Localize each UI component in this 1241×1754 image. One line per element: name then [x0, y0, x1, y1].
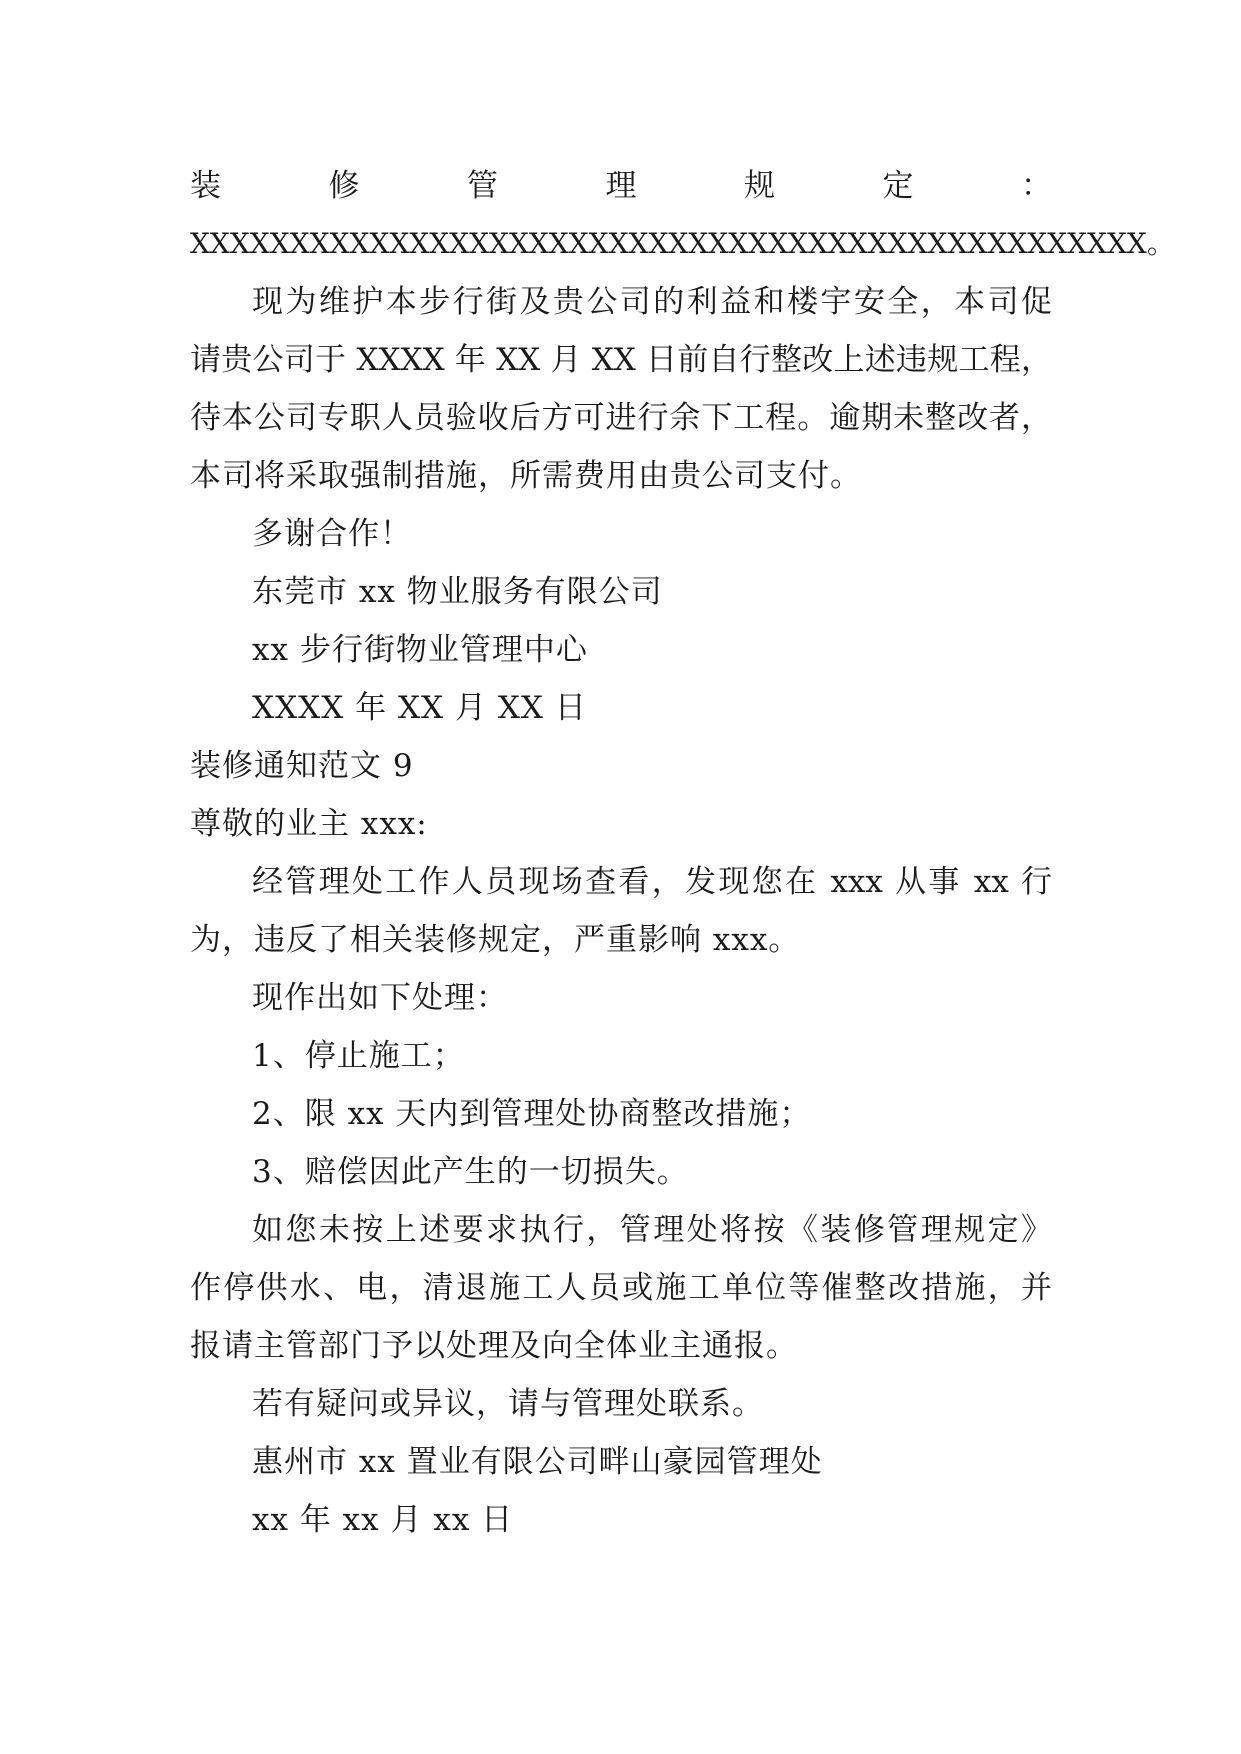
notice-line: 待本公司专职人员验收后方可进行余下工程。逾期未整改者，: [190, 400, 1052, 436]
placeholder-line: XXXXXXXXXXXXXXXXXXXXXXXXXXXXXXXXXXXXXXXXXXXXXXXX。: [190, 227, 1175, 260]
section-title: 装修通知范文 9: [190, 748, 414, 784]
handling-intro: 现作出如下处理：: [252, 980, 508, 1016]
thanks-text: 多谢合作！: [252, 516, 412, 552]
measure-item: 3、赔偿因此产生的一切损失。: [252, 1154, 689, 1190]
signature2-company: 惠州市 xx 置业有限公司畔山豪园管理处: [252, 1444, 823, 1480]
signature-date: XXXX 年 XX 月 XX 日: [252, 690, 587, 726]
heading-char: 修: [328, 168, 360, 204]
heading-line: [190, 157, 1052, 215]
heading-char: 定: [882, 168, 914, 204]
measure-item: 2、限 xx 天内到管理处协商整改措施；: [252, 1096, 812, 1132]
contact-text: 若有疑问或异议，请与管理处联系。: [252, 1386, 764, 1422]
finding-line: 为，违反了相关装修规定，严重影响 xxx。: [190, 922, 801, 958]
salutation: 尊敬的业主 xxx:: [190, 806, 428, 842]
signature2-date: xx 年 xx 月 xx 日: [252, 1502, 514, 1538]
notice-line: 请贵公司于 XXXX 年 XX 月 XX 日前自行整改上述违规工程，: [190, 342, 1052, 378]
heading-char: 管: [467, 168, 498, 204]
warning-line: 如您未按上述要求执行，管理处将按《装修管理规定》: [252, 1212, 1052, 1248]
signature-center: xx 步行街物业管理中心: [252, 632, 588, 668]
heading-char: 装: [190, 168, 221, 204]
finding-line: 经管理处工作人员现场查看，发现您在 xxx 从事 xx 行: [252, 864, 1052, 900]
warning-line: 报请主管部门予以处理及向全体业主通报。: [190, 1328, 798, 1364]
signature-company: 东莞市 xx 物业服务有限公司: [252, 574, 663, 610]
heading-char: 理: [605, 168, 637, 204]
heading-char: ：: [1021, 168, 1052, 204]
heading-char: 规: [744, 168, 775, 204]
warning-line: 作停供水、电，清退施工人员或施工单位等催整改措施，并: [190, 1270, 1052, 1306]
notice-line: 本司将采取强制措施，所需费用由贵公司支付。: [190, 458, 862, 494]
measure-item: 1、停止施工；: [252, 1038, 465, 1074]
notice-line: 现为维护本步行街及贵公司的利益和楼宇安全，本司促: [252, 284, 1052, 320]
